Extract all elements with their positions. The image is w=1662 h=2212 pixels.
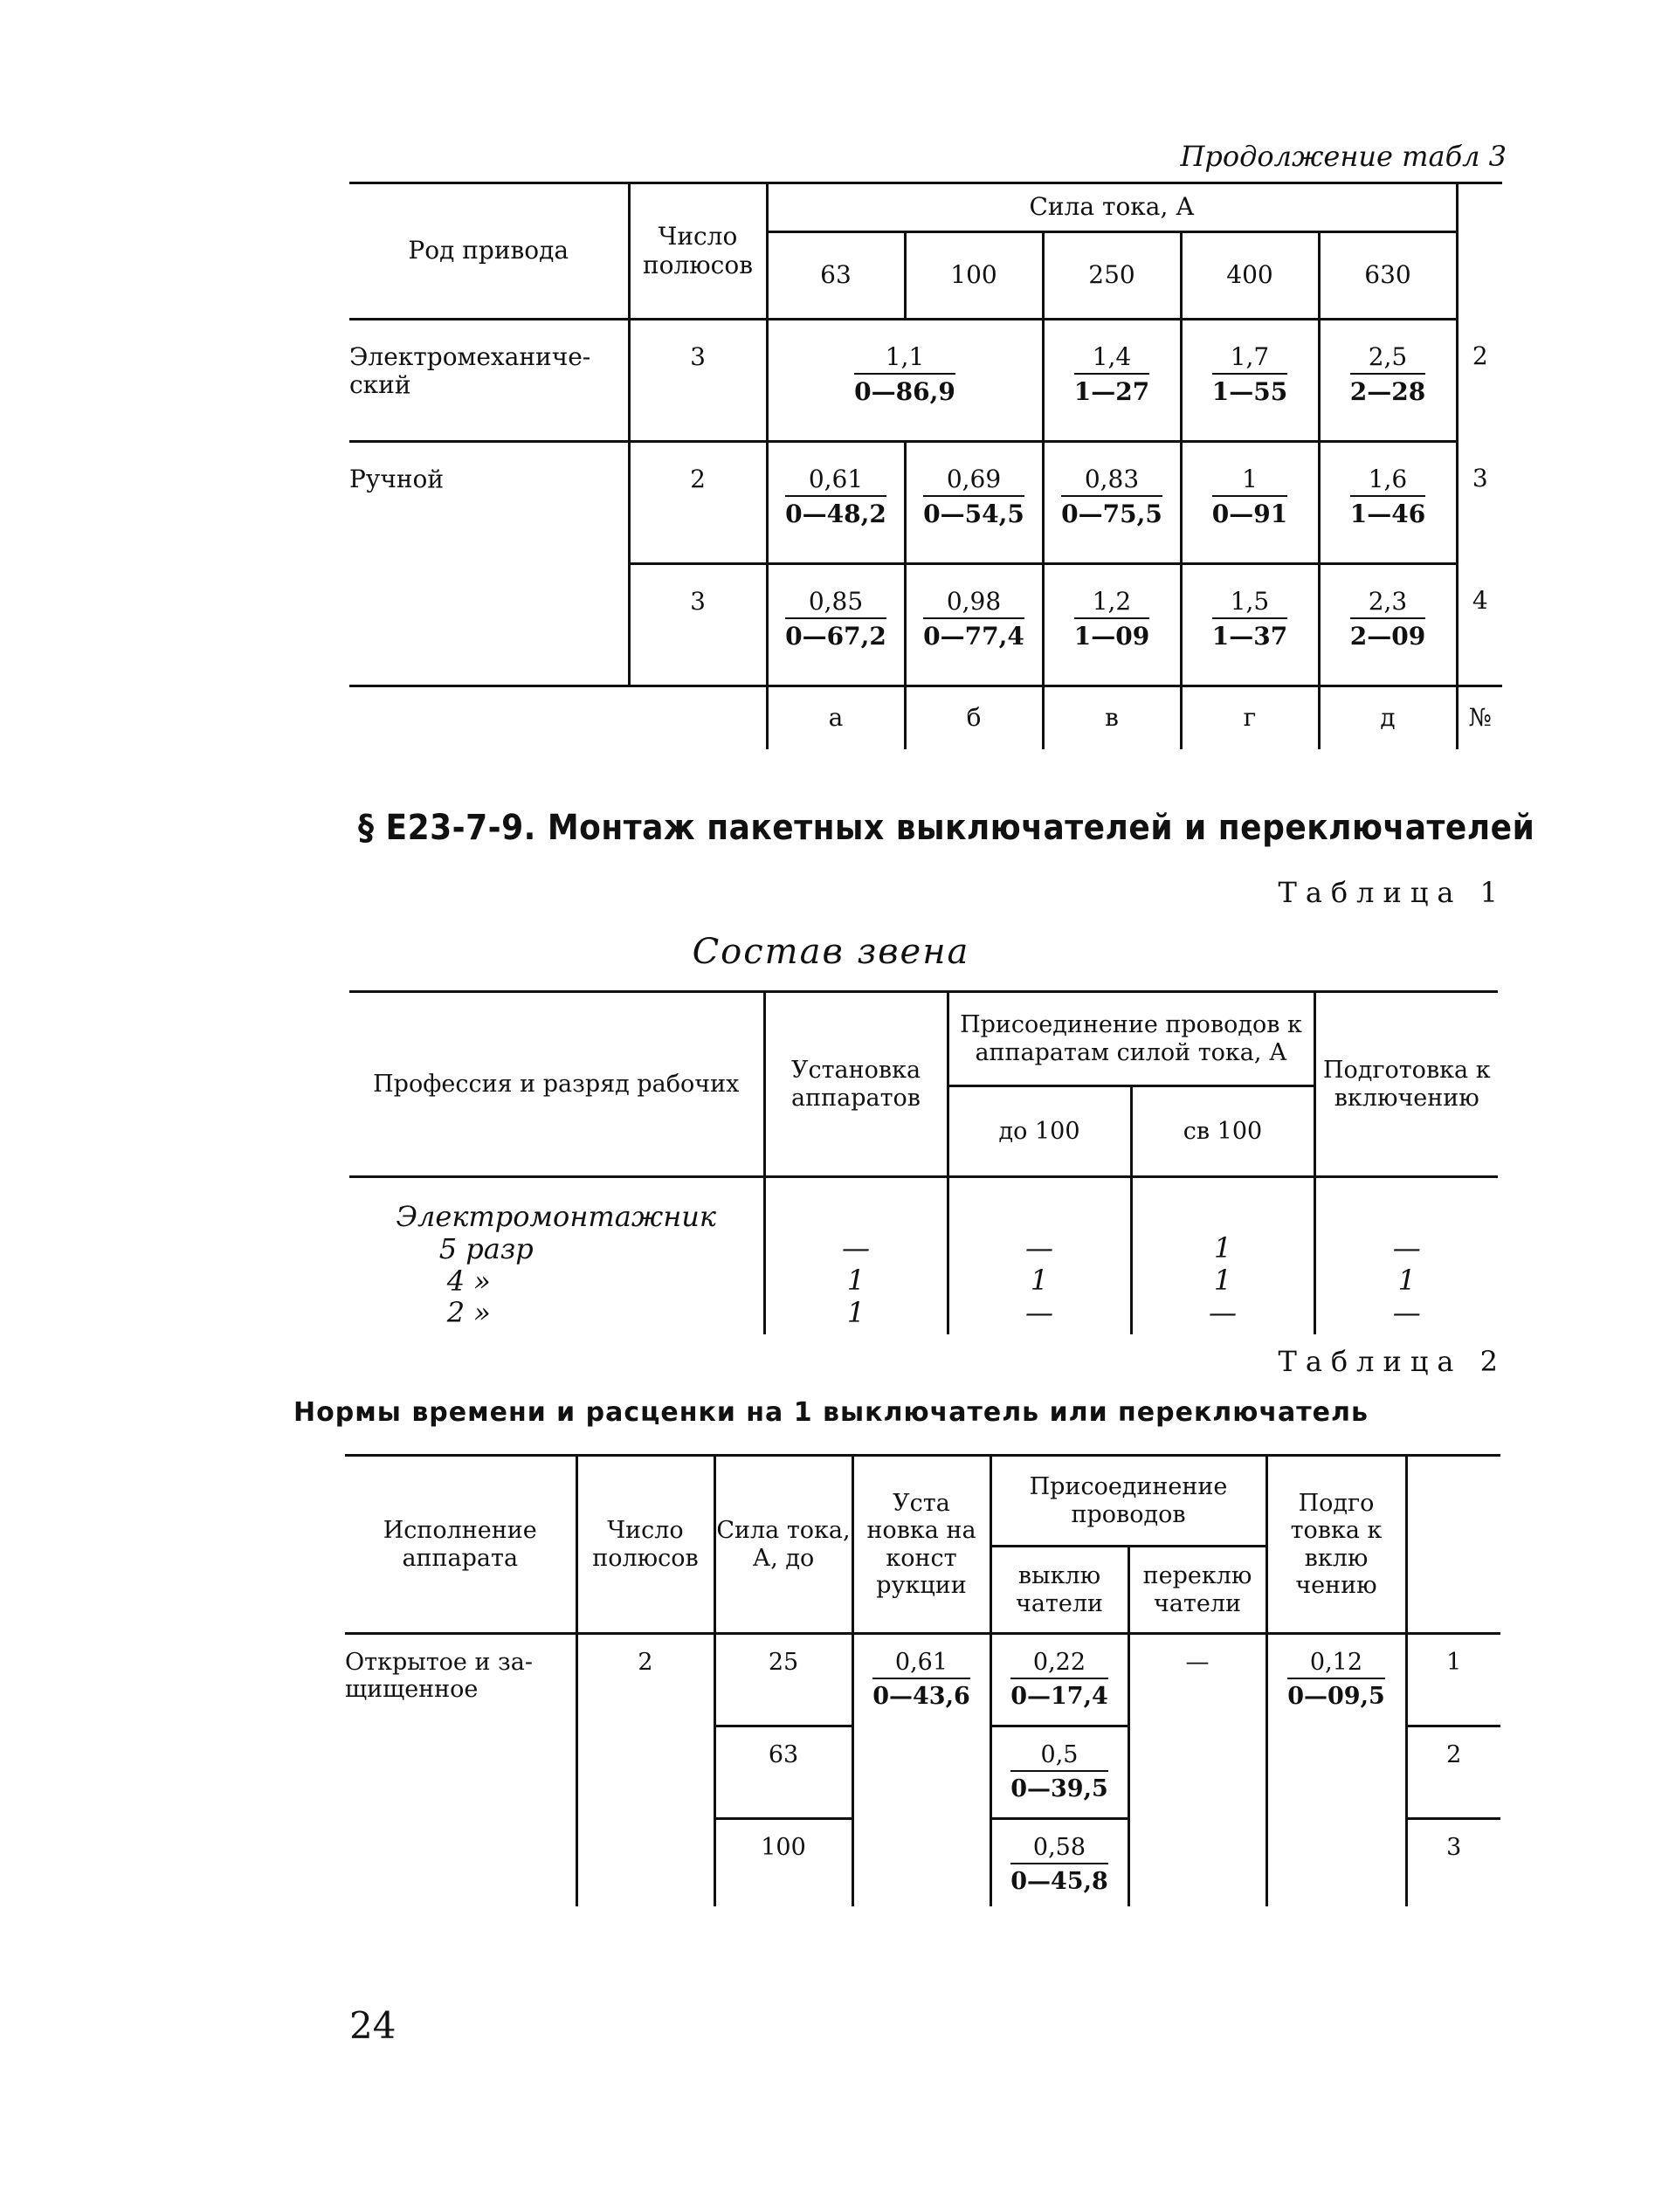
frac-den: 0—91: [1211, 500, 1288, 529]
frac-num: 0,22: [1010, 1649, 1108, 1679]
header-no-blank: [1457, 183, 1502, 320]
header-current-250: 250: [1043, 232, 1181, 320]
frac-den: 0—86,9: [854, 377, 955, 407]
header-current-63: 63: [767, 232, 905, 320]
row-number: 2: [1406, 1726, 1500, 1819]
frac-den: 0—48,2: [785, 500, 886, 529]
cell-63: [767, 442, 905, 564]
row-drive-manual: Ручной: [349, 442, 629, 686]
row-poles: 2: [576, 1634, 714, 1906]
row-poles: 3: [629, 320, 767, 442]
letters-blank: [349, 686, 767, 749]
continued-table: [349, 182, 1502, 749]
row-current: 100: [714, 1819, 852, 1906]
crew-cell: —: [1025, 1295, 1053, 1329]
cell-switches: [990, 1819, 1128, 1906]
cell-changeovers: —: [1128, 1634, 1266, 1906]
cell-mount: [852, 1634, 990, 1906]
crew-row-name: 2 »: [446, 1296, 491, 1330]
header-profession: Профессия и разряд рабочих: [349, 992, 764, 1177]
crew-professions: [349, 1177, 764, 1334]
frac-den: 2—28: [1349, 377, 1426, 407]
row-number: 3: [1457, 442, 1502, 564]
crew-cell: —: [842, 1231, 870, 1264]
header-upto-100: до 100: [948, 1086, 1131, 1177]
cell-prep: [1266, 1634, 1406, 1906]
page-number: 24: [349, 2004, 397, 2047]
frac-den: 1—46: [1349, 500, 1426, 529]
crew-cell: —: [1392, 1295, 1421, 1329]
cell-switches: [990, 1726, 1128, 1819]
header-poles: Число полюсов: [629, 183, 767, 320]
header-install: Установка аппаратов: [764, 992, 948, 1177]
crew-cell: 1: [846, 1263, 865, 1297]
frac-den: 0—77,4: [923, 622, 1024, 651]
frac-den: 2—09: [1349, 622, 1426, 651]
crew-prep-col: [1314, 1177, 1498, 1334]
row-poles: 3: [629, 564, 767, 686]
crew-over-col: [1131, 1177, 1314, 1334]
frac-num: 0,98: [923, 588, 1024, 619]
frac-num: 0,5: [1010, 1741, 1108, 1772]
table-1-label: Таблица 1: [1278, 876, 1507, 909]
frac-num: 1,6: [1350, 465, 1425, 497]
header-poles: Число полюсов: [576, 1456, 714, 1634]
frac-num: 0,83: [1061, 465, 1162, 497]
cell-630: [1319, 564, 1457, 686]
frac-num: 0,58: [1010, 1834, 1108, 1864]
number-symbol: №: [1457, 686, 1502, 749]
frac-den: 0—39,5: [1010, 1775, 1108, 1803]
header-current: Сила тока, А, до: [714, 1456, 852, 1634]
frac-num: 0,61: [785, 465, 886, 497]
cell-630: [1319, 320, 1457, 442]
frac-den: 0—43,6: [872, 1683, 970, 1711]
frac-den: 0—45,8: [1010, 1868, 1108, 1896]
frac-num: 2,5: [1350, 343, 1425, 375]
crew-cell: 1: [1397, 1263, 1416, 1297]
frac-num: 1: [1212, 465, 1287, 497]
cell-63: [767, 564, 905, 686]
cell-250: [1043, 442, 1181, 564]
header-mount: Уста новка на конст рукции: [852, 1456, 990, 1634]
header-prep: Подго товка к вклю чению: [1266, 1456, 1406, 1634]
cell-250: [1043, 320, 1181, 442]
frac-num: 0,85: [785, 588, 886, 619]
frac-den: 0—09,5: [1287, 1683, 1385, 1711]
row-poles: 2: [629, 442, 767, 564]
continuation-title: Продолжение табл 3: [1180, 140, 1507, 173]
frac-num: 1,4: [1074, 343, 1149, 375]
frac-den: 1—55: [1211, 377, 1288, 407]
crew-cell: 1: [1213, 1263, 1232, 1297]
header-current: Сила тока, А: [767, 183, 1457, 232]
column-letter: в: [1043, 686, 1181, 749]
header-current-400: 400: [1181, 232, 1319, 320]
header-changeovers: переклю чатели: [1128, 1547, 1266, 1634]
cell-400: [1181, 442, 1319, 564]
frac-num: 1,5: [1212, 588, 1287, 619]
cell-250: [1043, 564, 1181, 686]
crew-install-col: [764, 1177, 948, 1334]
header-no-blank: [1406, 1456, 1500, 1634]
frac-den: 0—54,5: [923, 500, 1024, 529]
header-connect: Присоединение проводов к аппаратам силой тока, А: [948, 992, 1314, 1086]
frac-num: 1,2: [1074, 588, 1149, 619]
cell-100: [905, 442, 1043, 564]
norms-table: [345, 1454, 1500, 1906]
crew-cell: 1: [846, 1295, 865, 1329]
header-execution: Исполнение аппарата: [345, 1456, 576, 1634]
frac-den: 0—17,4: [1010, 1683, 1108, 1711]
cell-630: [1319, 442, 1457, 564]
row-number: 4: [1457, 564, 1502, 686]
column-letter: б: [905, 686, 1043, 749]
frac-den: 1—09: [1073, 622, 1150, 651]
crew-cell: —: [1209, 1295, 1237, 1329]
row-execution: Открытое и за-щищенное: [345, 1634, 576, 1906]
row-number: 1: [1406, 1634, 1500, 1726]
frac-den: 0—75,5: [1061, 500, 1162, 529]
header-current-630: 630: [1319, 232, 1457, 320]
frac-num: 0,61: [872, 1649, 970, 1679]
frac-num: 1,7: [1212, 343, 1287, 375]
crew-title: Состав звена: [692, 932, 970, 972]
cell-400: [1181, 320, 1319, 442]
frac-den: 1—37: [1211, 622, 1288, 651]
section-title: § Е23-7-9. Монтаж пакетных выключателей и переключателей: [358, 808, 1535, 848]
header-over-100: св 100: [1131, 1086, 1314, 1177]
row-number: 2: [1457, 320, 1502, 442]
row-current: 63: [714, 1726, 852, 1819]
column-letter: а: [767, 686, 905, 749]
column-letter: г: [1181, 686, 1319, 749]
header-prep: Подготовка к включению: [1314, 992, 1498, 1177]
crew-cell: 1: [1030, 1263, 1049, 1297]
frac-num: 0,12: [1287, 1649, 1385, 1679]
cell-400: [1181, 564, 1319, 686]
frac-num: 1,1: [854, 343, 955, 375]
row-current: 25: [714, 1634, 852, 1726]
frac-den: 0—67,2: [785, 622, 886, 651]
frac-den: 1—27: [1073, 377, 1150, 407]
cell-switches: [990, 1634, 1128, 1726]
crew-cell: —: [1025, 1231, 1053, 1264]
norms-title: Нормы времени и расценки на 1 выключатель или переключатель: [293, 1397, 1369, 1428]
cell-100: [905, 564, 1043, 686]
crew-cell: 1: [1213, 1231, 1232, 1264]
crew-upto-col: [948, 1177, 1131, 1334]
row-drive-electromech: Электромеханиче-ский: [349, 320, 629, 442]
cell-merged-63-100: [767, 320, 1043, 442]
crew-cell: —: [1392, 1231, 1421, 1264]
column-letter: д: [1319, 686, 1457, 749]
crew-row-name: Электромонтажник: [396, 1200, 716, 1233]
crew-table: [349, 990, 1498, 1334]
crew-row-name: 4 »: [446, 1264, 491, 1298]
header-current-100: 100: [905, 232, 1043, 320]
header-drive-type: Род привода: [349, 183, 629, 320]
table-2-label: Таблица 2: [1278, 1345, 1507, 1378]
frac-num: 0,69: [923, 465, 1024, 497]
row-number: 3: [1406, 1819, 1500, 1906]
crew-row-name: 5 разр: [438, 1231, 534, 1265]
header-connect: Присоединение проводов: [990, 1456, 1266, 1547]
frac-num: 2,3: [1350, 588, 1425, 619]
header-switches: выклю чатели: [990, 1547, 1128, 1634]
